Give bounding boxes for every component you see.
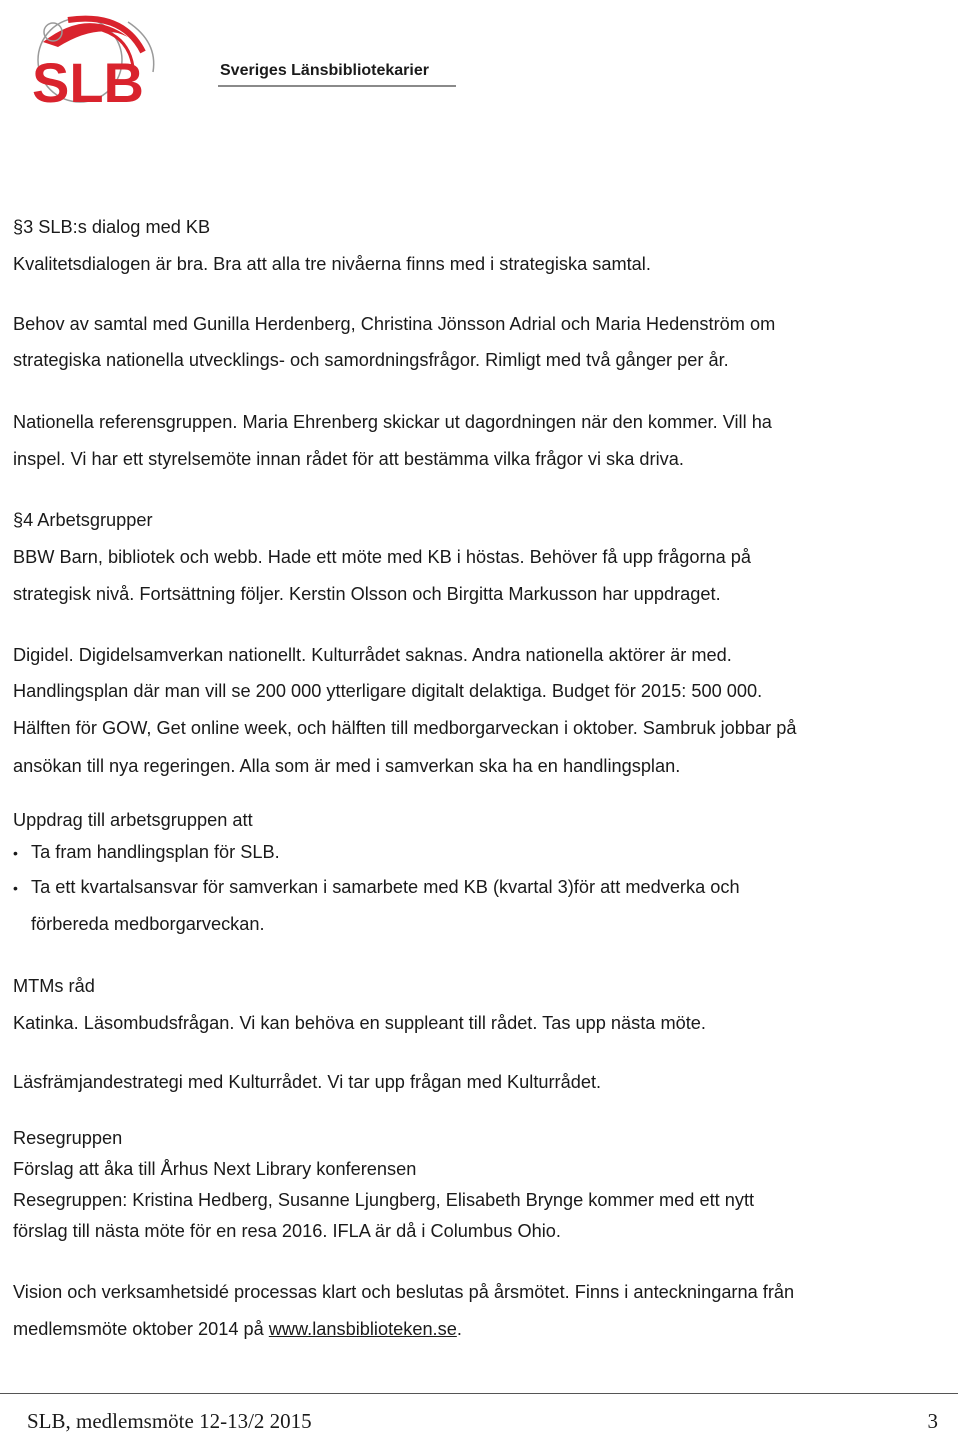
digidel-line-2: Handlingsplan där man vill se 200 000 ytterligare digitalt delaktiga. Budget för 2015: 500 000. xyxy=(13,681,763,701)
travel-line-3: förslag till nästa möte för en resa 2016. IFLA är då i Columbus Ohio. xyxy=(13,1221,561,1241)
travel-line-2: Resegruppen: Kristina Hedberg, Susanne Ljungberg, Elisabeth Brynge kommer med ett nytt xyxy=(13,1190,755,1210)
bullet-item-2-line-1: Ta ett kvartalsansvar för samverkan i samarbete med KB (kvartal 3)för att medverka och xyxy=(31,877,740,897)
logo-swirl-icon xyxy=(28,12,218,107)
digidel-line-4: ansökan till nya regeringen. Alla som är med i samverkan ska ha en handlingsplan. xyxy=(13,756,681,776)
vision-line-1: Vision och verksamhetsidé processas klart och beslutas på årsmötet. Finns i anteckningarna från xyxy=(13,1282,795,1302)
mtm-line-1: Katinka. Läsombudsfrågan. Vi kan behöva en suppleant till rådet. Tas upp nästa möte. xyxy=(13,1013,706,1033)
logo-mark-text: SLB xyxy=(32,51,144,107)
digidel-line-1: Digidel. Digidelsamverkan nationellt. Kulturrådet saknas. Andra nationella aktörer är med. xyxy=(13,645,732,665)
footer-divider xyxy=(0,1393,958,1394)
digidel-line-3: Hälften för GOW, Get online week, och hälften till medborgarveckan i oktober. Sambruk jobbar på xyxy=(13,718,797,738)
org-name: Sveriges Länsbibliotekarier xyxy=(220,62,429,79)
lansbiblioteken-link[interactable]: www.lansbiblioteken.se xyxy=(268,1319,457,1339)
section-3-line-5: inspel. Vi har ett styrelsemöte innan rådet för att bestämma vilka frågor vi ska driva. xyxy=(13,449,684,469)
bullet-item-2-line-2: förbereda medborgarveckan. xyxy=(31,914,265,934)
logo-underline xyxy=(218,85,456,87)
slb-logo xyxy=(28,12,438,107)
section-3-line-2: Behov av samtal med Gunilla Herdenberg, Christina Jönsson Adrial och Maria Hedenström om xyxy=(13,314,776,334)
bullet-marker-1: • xyxy=(13,845,18,861)
bullet-item-1: Ta fram handlingsplan för SLB. xyxy=(31,842,280,862)
section-3-line-4: Nationella referensgruppen. Maria Ehrenberg skickar ut dagordningen när den kommer. Vill ha xyxy=(13,412,772,432)
section-4-heading: §4 Arbetsgrupper xyxy=(13,510,153,530)
travel-line-1: Förslag att åka till Århus Next Library konferensen xyxy=(13,1159,417,1179)
travel-heading: Resegruppen xyxy=(13,1128,123,1148)
mtm-line-2: Läsfrämjandestrategi med Kulturrådet. Vi tar upp frågan med Kulturrådet. xyxy=(13,1072,602,1092)
section-3-line-1: Kvalitetsdialogen är bra. Bra att alla tre nivåerna finns med i strategiska samtal. xyxy=(13,254,651,274)
assignment-heading: Uppdrag till arbetsgruppen att xyxy=(13,810,253,830)
vision-line-2-prefix: medlemsmöte oktober 2014 på xyxy=(13,1319,269,1339)
section-3-heading: §3 SLB:s dialog med KB xyxy=(13,217,211,237)
section-3-line-3: strategiska nationella utvecklings- och samordningsfrågor. Rimligt med två gånger per år. xyxy=(13,350,729,370)
mtm-heading: MTMs råd xyxy=(13,976,95,996)
page-number: 3 xyxy=(927,1409,938,1433)
vision-line-2-suffix: . xyxy=(456,1319,462,1339)
section-4-line-1: BBW Barn, bibliotek och webb. Hade ett möte med KB i höstas. Behöver få upp frågorna på xyxy=(13,547,752,567)
section-4-line-2: strategisk nivå. Fortsättning följer. Kerstin Olsson och Birgitta Markusson har uppdraget. xyxy=(13,584,721,604)
footer-meeting-label: SLB, medlemsmöte 12-13/2 2015 xyxy=(27,1409,312,1433)
vision-line-2 xyxy=(13,1311,462,1348)
bullet-marker-2: • xyxy=(13,880,18,896)
